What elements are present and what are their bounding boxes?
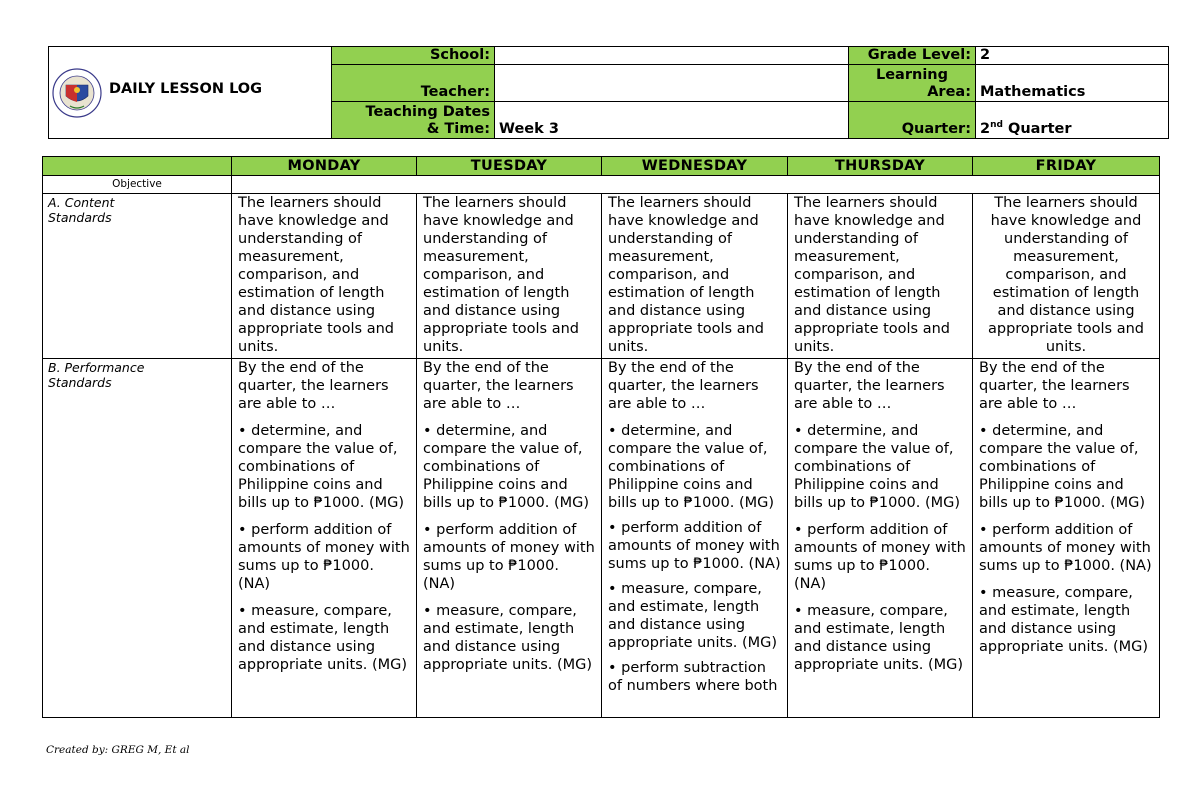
perf-intro: By the end of the quarter, the learners are able to … (238, 360, 389, 412)
objective-row (43, 176, 1160, 194)
performance-standards-label-line2: Standards (48, 375, 112, 390)
teaching-dates-label (332, 102, 495, 139)
quarter-label: Quarter: (849, 102, 976, 139)
perf-bullet-addition: • perform addition of amounts of money with sums up to ₱1000. (NA) (979, 522, 1152, 574)
content-standards-label-line2: Standards (48, 210, 112, 225)
content-standards-label-line1: A. Content (48, 195, 115, 210)
performance-standards-monday[interactable] (232, 359, 417, 718)
content-standards-friday[interactable]: The learners should have knowledge and understanding of measurement, comparison, and estimation of length and distance using appropriate tools and units. (973, 194, 1160, 359)
perf-bullet-subtraction: • perform subtraction of numbers where both (608, 660, 778, 694)
content-standards-monday[interactable]: The learners should have knowledge and understanding of measurement, comparison, and estimation of length and distance using appropriate tools and units. (232, 194, 417, 359)
perf-intro: By the end of the quarter, the learners are able to … (608, 360, 759, 412)
teaching-dates-field[interactable]: Week 3 (495, 102, 849, 139)
perf-bullet-measure: • measure, compare, and estimate, length and distance using appropriate units. (MG) (423, 603, 593, 673)
grade-level-field[interactable]: 2 (976, 47, 1169, 65)
perf-bullet-money: • determine, and compare the value of, combinations of Philippine coins and bills up to ₱1000. (MG) (979, 423, 1146, 511)
teaching-dates-label-line2: & Time: (426, 121, 490, 137)
grade-level-label: Grade Level: (849, 47, 976, 65)
performance-standards-row (43, 359, 1160, 718)
perf-bullet-money: • determine, and compare the value of, combinations of Philippine coins and bills up to ₱1000. (MG) (423, 423, 590, 511)
perf-bullet-measure: • measure, compare, and estimate, length and distance using appropriate units. (MG) (794, 603, 964, 673)
performance-standards-friday[interactable] (973, 359, 1160, 718)
learning-area-label (849, 65, 976, 102)
learning-area-label-line1: Learning (875, 67, 948, 83)
performance-standards-thursday[interactable] (788, 359, 973, 718)
content-standards-wednesday[interactable]: The learners should have knowledge and understanding of measurement, comparison, and estimation of length and distance using appropriate tools and units. (602, 194, 788, 359)
perf-intro: By the end of the quarter, the learners are able to … (423, 360, 574, 412)
perf-bullet-addition: • perform addition of amounts of money with sums up to ₱1000. (NA) (238, 522, 410, 592)
quarter-number: 2 (980, 121, 991, 137)
perf-bullet-addition: • perform addition of amounts of money with sums up to ₱1000. (NA) (608, 520, 781, 572)
perf-bullet-money: • determine, and compare the value of, combinations of Philippine coins and bills up to ₱1000. (MG) (794, 423, 961, 511)
day-header-row (43, 157, 1160, 176)
day-header-corner (43, 157, 232, 176)
perf-intro: By the end of the quarter, the learners are able to … (794, 360, 945, 412)
teacher-label: Teacher: (332, 65, 495, 102)
teacher-field[interactable] (495, 65, 849, 102)
day-header-friday: FRIDAY (973, 157, 1160, 176)
school-field[interactable] (495, 47, 849, 65)
quarter-suffix: nd (990, 120, 1003, 131)
content-standards-tuesday[interactable]: The learners should have knowledge and understanding of measurement, comparison, and estimation of length and distance using appropriate tools and units. (417, 194, 602, 359)
teaching-dates-label-line1: Teaching Dates (365, 104, 490, 120)
perf-bullet-measure: • measure, compare, and estimate, length and distance using appropriate units. (MG) (238, 603, 408, 673)
perf-bullet-money: • determine, and compare the value of, combinations of Philippine coins and bills up to ₱1000. (MG) (608, 423, 775, 511)
perf-bullet-addition: • perform addition of amounts of money with sums up to ₱1000. (NA) (794, 522, 966, 592)
performance-standards-label-line1: B. Performance (48, 360, 145, 375)
objective-cell[interactable] (232, 176, 1160, 194)
learning-area-field[interactable]: Mathematics (976, 65, 1169, 102)
perf-bullet-addition: • perform addition of amounts of money with sums up to ₱1000. (NA) (423, 522, 595, 592)
school-label: School: (332, 47, 495, 65)
performance-standards-label (43, 359, 232, 718)
content-standards-label (43, 194, 232, 359)
performance-standards-tuesday[interactable] (417, 359, 602, 718)
perf-bullet-measure: • measure, compare, and estimate, length and distance using appropriate units. (MG) (979, 585, 1149, 655)
learning-area-label-line2: Area: (927, 84, 971, 100)
day-header-wednesday: WEDNESDAY (602, 157, 788, 176)
day-header-thursday: THURSDAY (788, 157, 973, 176)
content-standards-row (43, 194, 1160, 359)
perf-intro: By the end of the quarter, the learners are able to … (979, 360, 1130, 412)
document-title: DAILY LESSON LOG (109, 81, 263, 97)
logo-title-cell (49, 47, 332, 139)
quarter-field[interactable] (976, 102, 1169, 139)
day-header-tuesday: TUESDAY (417, 157, 602, 176)
quarter-text: Quarter (1002, 121, 1072, 137)
deped-seal-icon (52, 68, 102, 118)
content-standards-thursday[interactable]: The learners should have knowledge and understanding of measurement, comparison, and estimation of length and distance using appropriate tools and units. (788, 194, 973, 359)
performance-standards-wednesday[interactable] (602, 359, 788, 718)
header-table (48, 46, 1169, 139)
perf-bullet-measure: • measure, compare, and estimate, length and distance using appropriate units. (MG) (608, 581, 778, 651)
objective-label: Objective (43, 176, 232, 194)
day-header-monday: MONDAY (232, 157, 417, 176)
perf-bullet-money: • determine, and compare the value of, combinations of Philippine coins and bills up to ₱1000. (MG) (238, 423, 405, 511)
footer-credit: Created by: GREG M, Et al (46, 744, 190, 756)
lesson-log-table (42, 156, 1160, 718)
